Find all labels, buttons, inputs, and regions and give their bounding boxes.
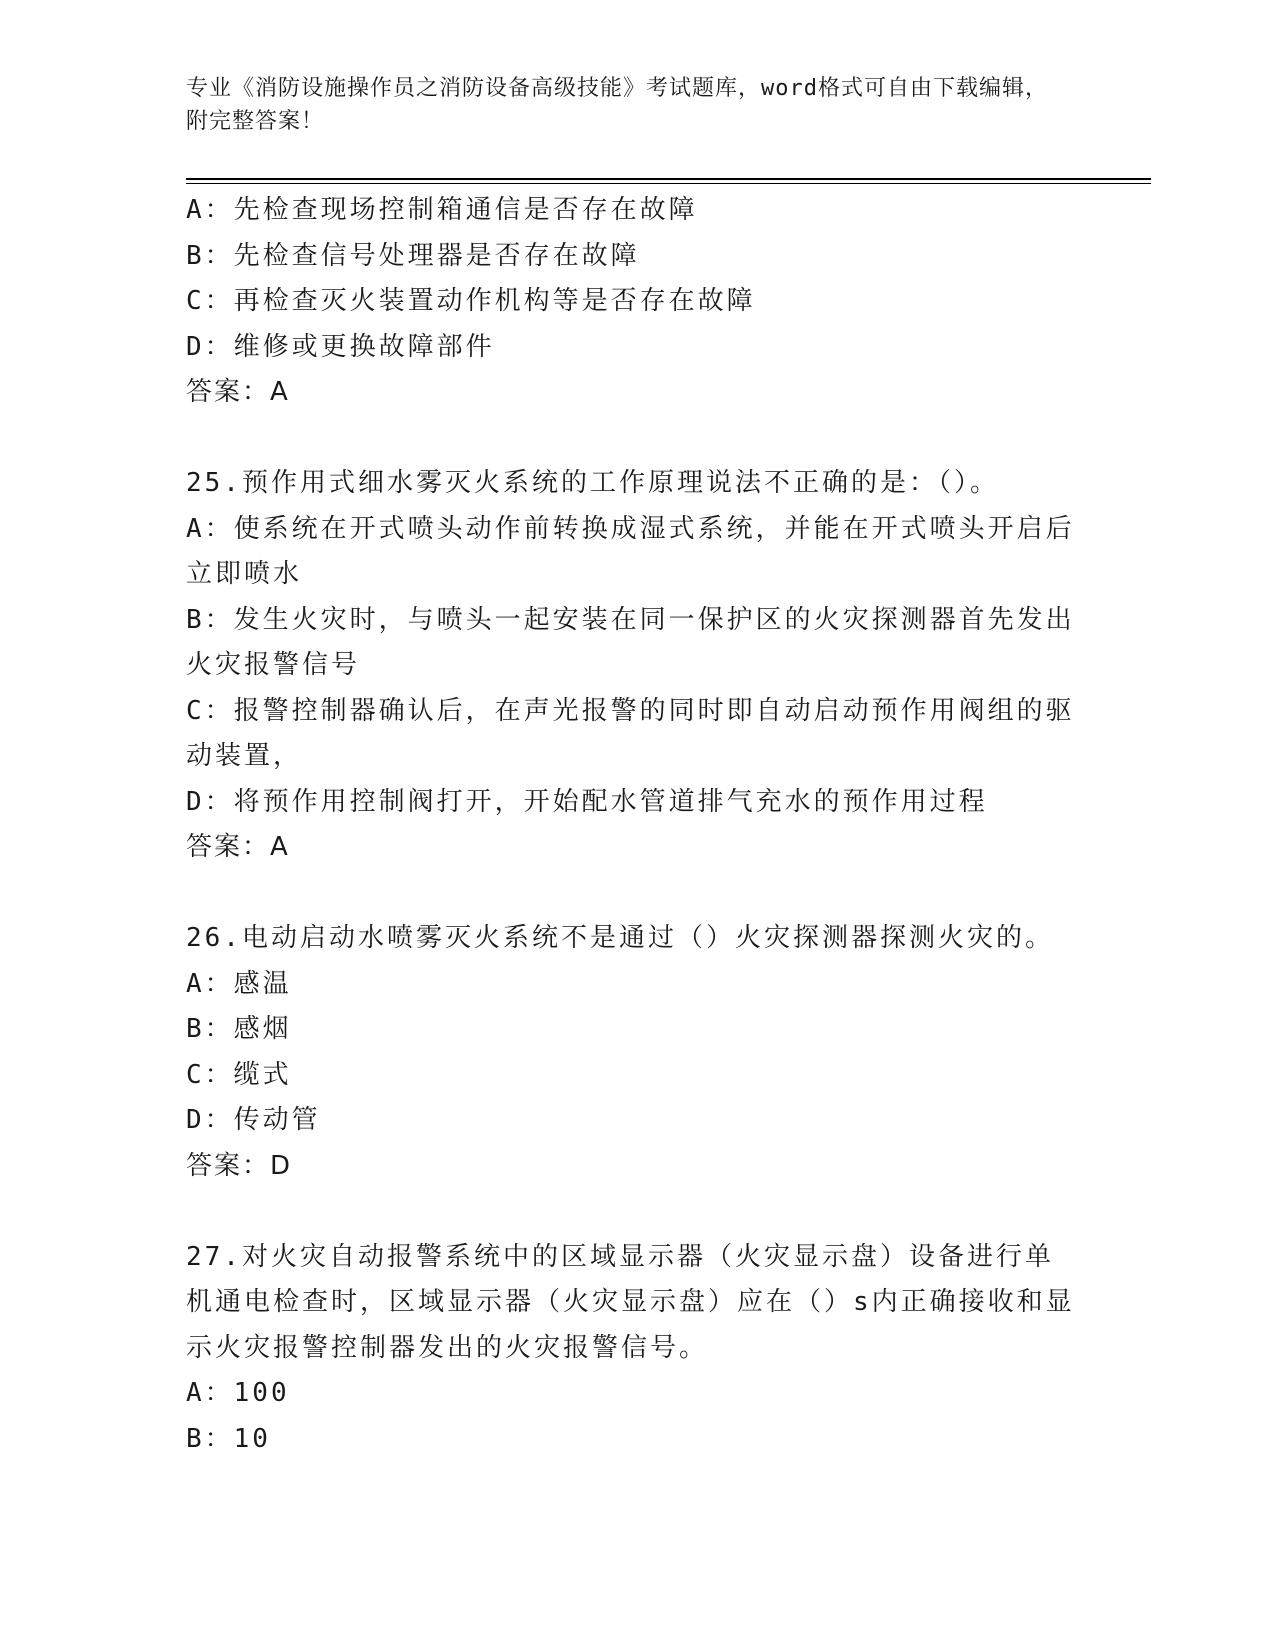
option-a: A：使系统在开式喷头动作前转换成湿式系统，并能在开式喷头开启后立即喷水	[186, 513, 1075, 589]
option-d: D：维修或更换故障部件	[186, 331, 495, 362]
question-25	[186, 461, 1076, 871]
question-stem: 25.预作用式细水雾灭火系统的工作原理说法不正确的是：（）。	[186, 468, 999, 498]
answer: 答案：D	[186, 1150, 293, 1181]
spacer	[186, 871, 1076, 917]
option-a: A：100	[186, 1378, 290, 1408]
option-a: A：先检查现场控制箱通信是否存在故障	[186, 195, 698, 225]
option-c: C：报警控制器确认后，在声光报警的同时即自动启动预作用阀组的驱动装置，	[186, 695, 1075, 771]
document-header: 专业《消防设施操作员之消防设备高级技能》考试题库，word格式可自由下载编辑，附完整答案！	[186, 76, 1048, 134]
option-b: B：发生火灾时，与喷头一起安装在同一保护区的火灾探测器首先发出火灾报警信号	[186, 604, 1075, 680]
question-24-continued	[186, 188, 1076, 416]
header-divider-thin	[186, 183, 1151, 184]
option-a: A：感温	[186, 968, 292, 999]
option-d: D：将预作用控制阀打开，开始配水管道排气充水的预作用过程	[186, 786, 988, 817]
spacer	[186, 1189, 1076, 1235]
option-c: C：再检查灭火装置动作机构等是否存在故障	[186, 286, 756, 316]
answer: 答案：A	[186, 377, 290, 407]
question-stem: 26.电动启动水喷雾灭火系统不是通过（）火灾探测器探测火灾的。	[186, 923, 1054, 953]
spacer	[186, 416, 1076, 462]
option-d: D：传动管	[186, 1105, 321, 1135]
question-26	[186, 916, 1076, 1189]
answer: 答案：A	[186, 832, 290, 862]
option-c: C：缆式	[186, 1059, 292, 1090]
option-b: B：感烟	[186, 1014, 292, 1044]
question-stem: 27.对火灾自动报警系统中的区域显示器（火灾显示盘）设备进行单机通电检查时，区域显示器（火灾显示盘）应在（）s内正确接收和显示火灾报警控制器发出的火灾报警信号。	[186, 1241, 1075, 1363]
header-divider-thick	[186, 178, 1151, 180]
option-b: B：10	[186, 1423, 271, 1454]
question-content	[186, 188, 1076, 1462]
option-b: B：先检查信号处理器是否存在故障	[186, 240, 640, 271]
question-27	[186, 1235, 1076, 1463]
